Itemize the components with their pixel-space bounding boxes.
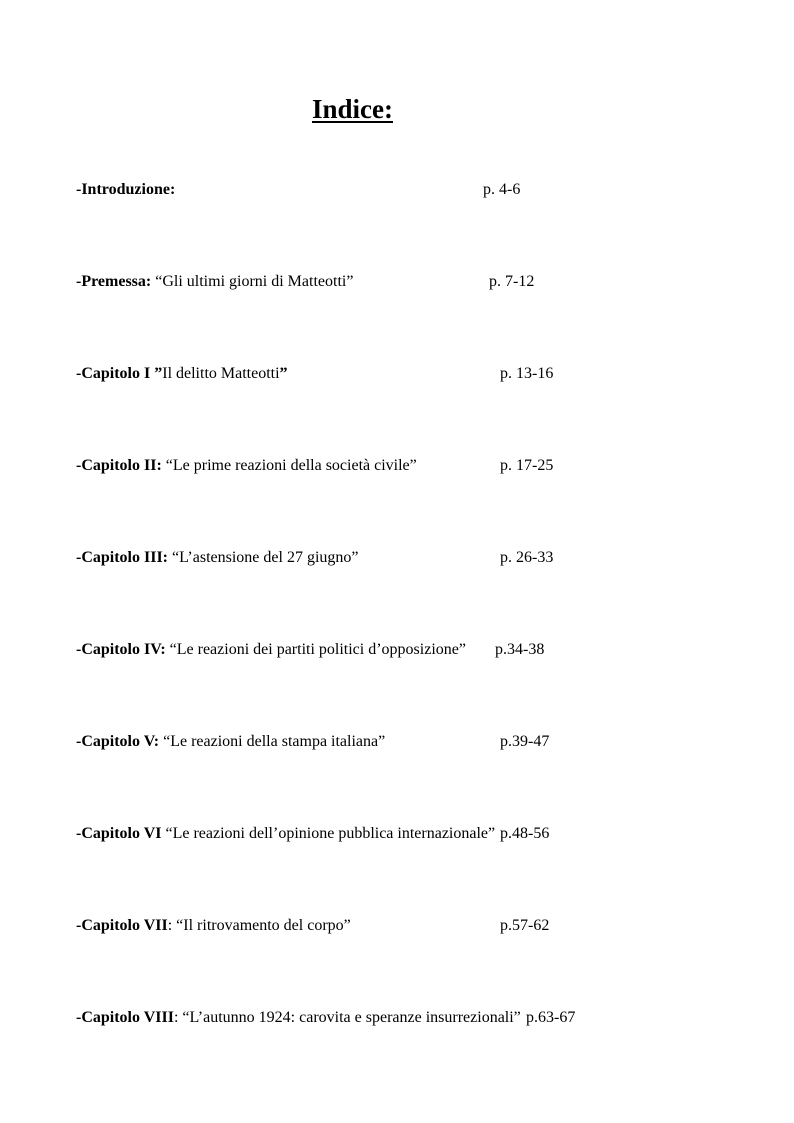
toc-entry-capitolo-5 — [76, 732, 550, 752]
toc-entry-capitolo-8 — [76, 1008, 576, 1028]
toc-entry-label: -Capitolo IV: — [76, 641, 166, 658]
toc-entry-page: p.63-67 — [526, 1009, 576, 1026]
toc-entry-label: -Capitolo I ” — [76, 365, 163, 382]
toc-entry-page: p.57-62 — [500, 917, 550, 934]
toc-entry-page: p. 13-16 — [500, 365, 554, 382]
toc-entry-title: “Le reazioni della stampa italiana” — [163, 733, 386, 750]
toc-entry-closing-quote: ” — [279, 365, 288, 382]
toc-entry-title: Il delitto Matteotti — [162, 365, 280, 382]
page-title: Indice: — [312, 94, 393, 124]
toc-entry-label: -Capitolo II: — [76, 457, 162, 474]
toc-entry-title: : “Il ritrovamento del corpo” — [167, 917, 351, 934]
toc-entry-premessa — [76, 272, 535, 292]
toc-entry-capitolo-7 — [76, 916, 550, 936]
toc-entry-title: “Le reazioni dei partiti politici d’opposizione” — [169, 641, 466, 658]
toc-entry-capitolo-3 — [76, 548, 554, 568]
toc-entry-page: p. 26-33 — [500, 549, 554, 566]
toc-entry-label: -Capitolo V: — [76, 733, 160, 750]
toc-entry-capitolo-2 — [76, 456, 554, 476]
toc-entry-label: -Capitolo VII — [76, 917, 168, 934]
toc-entry-label: -Capitolo VIII — [76, 1009, 174, 1026]
toc-entry-title: “Le reazioni dell’opinione pubblica internazionale” — [165, 825, 496, 842]
toc-entry-page: p.48-56 — [500, 825, 550, 842]
toc-entry-capitolo-1 — [76, 364, 554, 384]
toc-entry-label: -Capitolo III: — [76, 549, 169, 566]
toc-entry-label: -Introduzione: — [76, 181, 176, 198]
toc-entry-capitolo-6 — [76, 824, 550, 844]
toc-entry-label: -Capitolo VI — [76, 825, 162, 842]
toc-entry-title: “L’astensione del 27 giugno” — [172, 549, 359, 566]
toc-entry-title: “Le prime reazioni della società civile” — [165, 457, 417, 474]
toc-entry-page: p. 4-6 — [483, 181, 521, 198]
toc-entry-page: p. 17-25 — [500, 457, 554, 474]
toc-entry-capitolo-4 — [76, 640, 545, 660]
toc-entry-label: -Premessa: — [76, 273, 152, 290]
toc-entry-title: : “L’autunno 1924: carovita e speranze insurrezionali” — [173, 1009, 521, 1026]
toc-entry-page: p. 7-12 — [489, 273, 535, 290]
toc-entry-introduzione — [76, 180, 521, 200]
toc-entry-page: p.39-47 — [500, 733, 550, 750]
toc-entry-page: p.34-38 — [495, 641, 545, 658]
toc-entry-title: “Gli ultimi giorni di Matteotti” — [155, 273, 354, 290]
